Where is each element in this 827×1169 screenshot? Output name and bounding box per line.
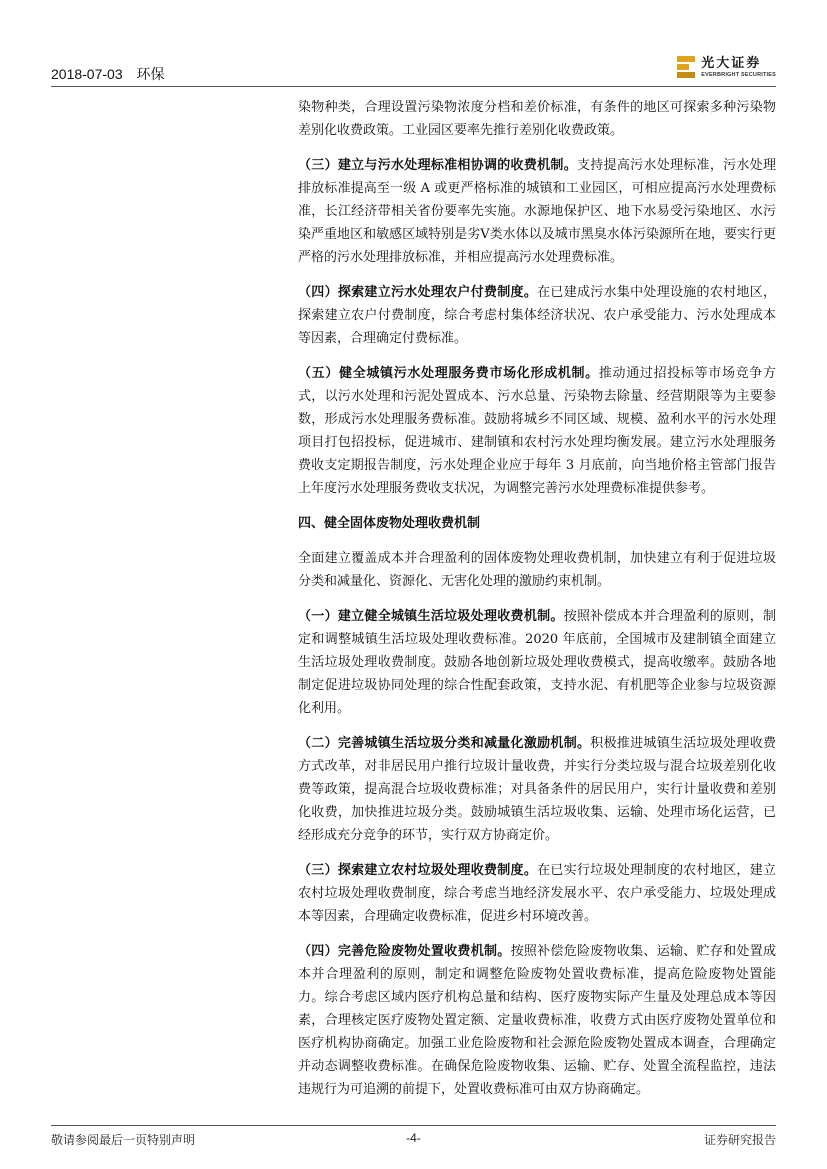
paragraph-lead: （一）建立健全城镇生活垃圾处理收费机制。 [298,609,564,624]
header-divider [51,86,776,87]
paragraph-lead: （三）探索建立农村垃圾处理收费制度。 [298,863,538,878]
paragraph: （三）建立与污水处理标准相协调的收费机制。支持提高污水处理标准，污水处理排放标准提高至一级 A 或更严格标准的城镇和工业园区，可相应提高污水处理费标准，长江经济带相关省份要率先实施。水源地保护区、地下水易受污染地区、水污染严重地区和敏感区域特别是劣Ⅴ类水体以及城市黑臭水体污染源所在地，要实行更严格的污水处理排放标准，并相应提高污水处理费标准。 [298,158,776,265]
paragraph: 全面建立覆盖成本并合理盈利的固体废物处理收费机制，加快建立有利于促进垃圾分类和减量化、资源化、无害化处理的激励约束机制。 [298,551,776,589]
page-number: -4- [406,1131,421,1145]
paragraph-lead: （五）健全城镇污水处理服务费市场化形成机制。 [298,366,599,381]
paragraph: （四）探索建立污水处理农户付费制度。在已建成污水集中处理设施的农村地区，探索建立农户付费制度，综合考虑村集体经济状况、农户承受能力、污水处理成本等因素，合理确定付费标准。 [298,285,776,346]
report-date: 2018-07-03 [51,66,123,82]
paragraph-lead: （二）完善城镇生活垃圾分类和减量化激励机制。 [298,736,591,751]
disclaimer-note: 敬请参阅最后一页特别声明 [51,1133,196,1147]
header-meta [51,64,175,84]
report-type: 证券研究报告 [703,1133,776,1147]
logo-name-en: EVERBRIGHT SECURITIES [701,71,776,78]
logo-name-cn: 光大证券 [701,55,762,71]
paragraph: （四）完善危险废物处置收费机制。按照补偿危险废物收集、运输、贮存和处置成本并合理盈利的原则，制定和调整危险废物处置收费标准，提高危险废物处置能力。综合考虑区域内医疗机构总量和结构、医疗废物实际产生量及处理总成本等因素，合理核定医疗废物处置定额、定量收费标准，收费方式由医疗废物处置单位和医疗机构协商确定。加强工业危险废物和社会源危险废物处置成本调查，合理确定并动态调整收费标准。在确保危险废物收集、运输、贮存、处置全流程监控，违法违规行为可追溯的前提下，处置收费标准可由双方协商确定。 [298,944,776,1097]
paragraph-lead: （三）建立与污水处理标准相协调的收费机制。 [298,158,577,173]
paragraph: （五）健全城镇污水处理服务费市场化形成机制。推动通过招投标等市场竞争方式，以污水处理和污泥处置成本、污水总量、污染物去除量、经营期限等为主要参数，形成污水处理服务费标准。鼓励将城乡不同区域、规模、盈利水平的污水处理项目打包招投标，促进城市、建制镇和农村污水处理均衡发展。建立污水处理服务费收支定期报告制度，污水处理企业应于每年 3 月底前，向当地价格主管部门报告上年度污水处理服务费收支状况，为调整完善污水处理费标准提供参考。 [298,366,776,496]
logo-mark-icon [677,56,695,78]
section-heading: 四、健全固体废物处理收费机制 [298,516,481,531]
paragraph: （二）完善城镇生活垃圾分类和减量化激励机制。积极推进城镇生活垃圾处理收费方式改革，对非居民用户推行垃圾计量收费，并实行分类垃圾与混合垃圾差别化收费等政策，提高混合垃圾收费标准；对具备条件的居民用户，实行计量收费和差别化收费，加快推进垃圾分类。鼓励城镇生活垃圾收集、运输、处理市场化运营，已经形成充分竞争的环节，实行双方协商定价。 [298,736,776,843]
paragraph: （一）建立健全城镇生活垃圾处理收费机制。按照补偿成本并合理盈利的原则，制定和调整城镇生活垃圾处理收费标准。2020 年底前，全国城市及建制镇全面建立生活垃圾处理收费制度。鼓励各地创新垃圾处理收费模式，提高收缴率。鼓励各地制定促进垃圾协同处理的综合性配套政策，支持水泥、有机肥等企业参与垃圾资源化利用。 [298,609,776,716]
page-header [51,52,776,86]
paragraph-lead: （四）探索建立污水处理农户付费制度。 [298,285,538,300]
report-body [298,96,776,1113]
paragraph: 染物种类，合理设置污染物浓度分档和差价标准，有条件的地区可探索多种污染物差别化收费政策。工业园区要率先推行差别化收费政策。 [298,100,776,138]
report-sector: 环保 [136,66,165,82]
footer-divider [51,1125,776,1126]
company-logo [677,52,776,82]
paragraph-lead: （四）完善危险废物处置收费机制。 [298,944,511,959]
paragraph: （三）探索建立农村垃圾处理收费制度。在已实行垃圾处理制度的农村地区，建立农村垃圾处理收费制度，综合考虑当地经济发展水平、农户承受能力、垃圾处理成本等因素，合理确定收费标准，促进乡村环境改善。 [298,863,776,924]
